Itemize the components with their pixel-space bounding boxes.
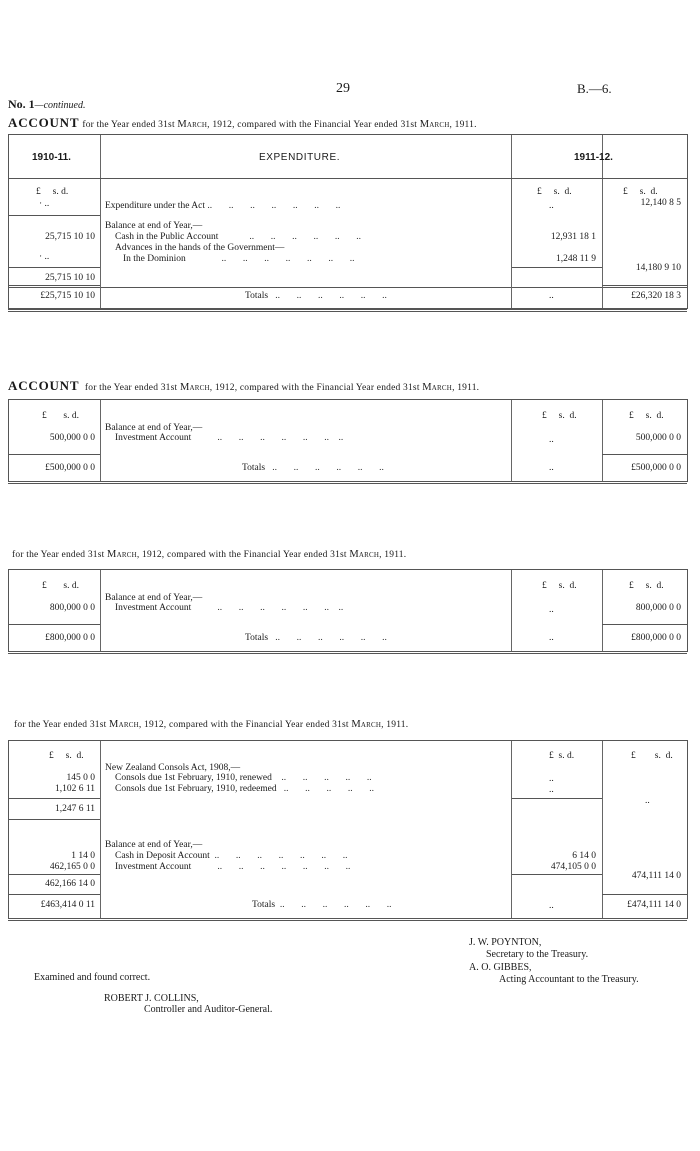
row-investment-account: Investment Account .. .. .. .. .. .. ..	[115, 603, 344, 613]
balance-right: 474,111 14 0	[631, 871, 681, 881]
account-3-title: for the Year ended 31st March, 1912, compared with the Financial Year ended 31st March, 1911.	[12, 549, 407, 560]
total-right: £474,111 14 0	[627, 900, 681, 910]
total-1910-11: £25,715 10 10	[40, 291, 95, 301]
row-investment-account: Investment Account .. .. .. .. .. .. ..	[115, 862, 351, 872]
column-header-1910-11: 1910-11.	[32, 152, 71, 163]
signatory-collins: ROBERT J. COLLINS,	[104, 993, 199, 1004]
investment-left: 462,165 0 0	[49, 862, 95, 872]
cash-public-account-1911-12: 12,931 18 1	[550, 232, 596, 242]
deposit-mid: 6 14 0	[572, 851, 596, 861]
investment-right: 800,000 0 0	[635, 603, 681, 613]
total-right: £800,000 0 0	[631, 633, 681, 643]
row-renewed: Consols due 1st February, 1910, renewed .. .. .. .. ..	[115, 773, 372, 783]
deposit-left: 1 14 0	[71, 851, 95, 861]
account-1-totals: £25,715 10 10 Totals .. .. .. .. .. .. .. £26,320 18 3	[8, 286, 688, 309]
currency-header-left: £ s. d.	[36, 187, 69, 197]
account-4-title: for the Year ended 31st March, 1912, compared with the Financial Year ended 31st March, 1911.	[14, 719, 409, 730]
account-3-table: £ s. d. £ s. d. £ s. d. Balance at end of Year,— 800,000 0 0 Investment Account .. .. .. .. .. .. .. .. 800,000 0 0 £800,000 0 0 Totals .. .. .. .. .. .. .. £800,000 0 0	[8, 569, 688, 652]
expenditure-1911-12: 12,140 8 5	[640, 198, 681, 208]
row-expenditure: Expenditure under the Act .. .. .. .. .. .. ..	[105, 201, 341, 211]
row-redeemed: Consols due 1st February, 1910, redeemed .. .. .. .. ..	[115, 784, 375, 794]
account-4-table: £ s. d. £ s. d. £ s. d. New Zealand Consols Act, 1908,— 145 0 0 Consols due 1st February, 1910, renewed .. .. .. .. .. .. 1,102 6 11 Consols due 1st February, 1910, redeemed .. .. .. .. .. .. .. 1,247 6 11 Balance at end of Year,— 1 14 0 Cash in Deposit Account .. .. .. .. .. .. .. 6 14 0 462,165 0 0 Investment Account .. .. .. .. .. .. .. 474,105 0 0 474,111 14 0 462,166 14 0 £463,414 0 11 Totals .. .. .. .. .. .. .. £474,111 14 0	[8, 740, 688, 919]
cash-public-account-1910-11: 25,715 10 10	[45, 232, 95, 242]
dominion-1911-12: 1,248 11 9	[555, 254, 596, 264]
signatory-poynton: J. W. POYNTON,	[469, 937, 542, 948]
examined-statement: Examined and found correct.	[34, 972, 151, 983]
balance-1911-12: 14,180 9 10	[635, 263, 681, 273]
investment-mid: 474,105 0 0	[550, 862, 596, 872]
totals-label: Totals .. .. .. .. .. ..	[245, 633, 387, 643]
row-investment-account: Investment Account .. .. .. .. .. .. ..	[115, 433, 344, 443]
subtotal-balance: 462,166 14 0	[45, 879, 95, 889]
totals-label: Totals .. .. .. .. .. ..	[242, 463, 384, 473]
signatory-poynton-title: Secretary to the Treasury.	[486, 949, 589, 960]
section-number: No. 1—continued.	[8, 97, 86, 111]
total-1911-12: £26,320 18 3	[631, 291, 681, 301]
row-cash-deposit: Cash in Deposit Account .. .. .. .. .. .. ..	[115, 851, 348, 861]
signatory-gibbes: A. O. GIBBES,	[469, 962, 532, 973]
totals-label: Totals .. .. .. .. .. ..	[252, 900, 392, 910]
investment-left: 800,000 0 0	[49, 603, 95, 613]
subtotal-consols: 1,247 6 11	[54, 804, 95, 814]
account-1-title: ACCOUNT for the Year ended 31st March, 1912, compared with the Financial Year ended 31st March, 1911.	[8, 115, 477, 130]
account-2-table: £ s. d. £ s. d. £ s. d. Balance at end of Year,— 500,000 0 0 Investment Account .. .. .. .. .. .. .. .. 500,000 0 0 £500,000 0 0 Totals .. .. .. .. .. .. .. £500,000 0 0	[8, 399, 688, 482]
redeemed-left: 1,102 6 11	[54, 784, 95, 794]
account-2-title: ACCOUNT for the Year ended 31st March, 1912, compared with the Financial Year ended 31st March, 1911.	[8, 378, 480, 393]
column-header-expenditure: EXPENDITURE.	[259, 152, 341, 163]
currency-header-right: £ s. d.	[623, 187, 658, 197]
total-left: £500,000 0 0	[45, 463, 95, 473]
row-in-the-dominion: In the Dominion .. .. .. .. .. .. ..	[123, 254, 355, 264]
subtotal-1910-11: 25,715 10 10	[45, 273, 95, 283]
document-reference: B.—6.	[577, 81, 612, 96]
renewed-left: 145 0 0	[66, 773, 95, 783]
investment-right: 500,000 0 0	[635, 433, 681, 443]
totals-label: Totals .. .. .. .. .. ..	[245, 291, 387, 301]
row-cash-public-account: Cash in the Public Account .. .. .. .. .. ..	[115, 232, 361, 242]
currency-header-mid: £ s. d.	[537, 187, 572, 197]
account-1-table: 1910-11. EXPENDITURE. 1911-12. £ s. d. £ s. d. £ s. d. · .. Expenditure under the Act .. .. .. .. .. .. .. .. 12,140 8 5 Balance at end of Year,— 25,715 10 10 Cash in the Public Account .. .. .. .. .. .. 12,931 18 1 Advances in the hands of the Government— · .. In the Dominion .. .. .. .. .. .. .. 1,248 11 9 14,180 9 10 25,715 10 10	[8, 134, 688, 288]
signatory-gibbes-title: Acting Accountant to the Treasury.	[499, 974, 639, 985]
page-number: 29	[336, 81, 350, 96]
column-header-1911-12: 1911-12.	[574, 152, 613, 163]
signatory-collins-title: Controller and Auditor-General.	[144, 1004, 273, 1015]
investment-left: 500,000 0 0	[49, 433, 95, 443]
total-left: £800,000 0 0	[45, 633, 95, 643]
total-left: £463,414 0 11	[40, 900, 95, 910]
total-right: £500,000 0 0	[631, 463, 681, 473]
